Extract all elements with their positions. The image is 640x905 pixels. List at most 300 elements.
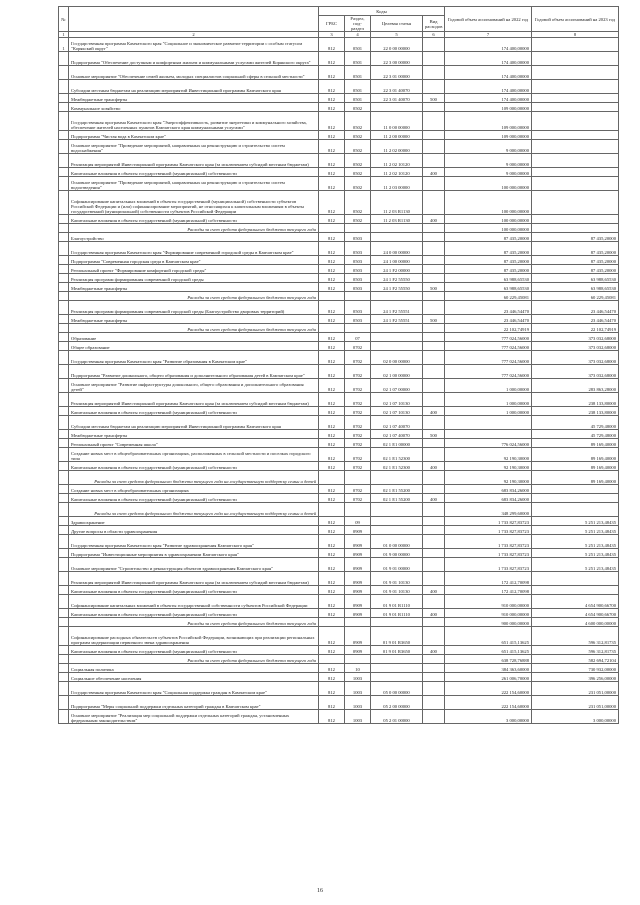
cell-g: 812 [319,379,345,393]
cell-s: 0909 [345,549,371,558]
cell-t [371,517,423,526]
cell-s: 0909 [345,558,371,572]
cell-t: 11 2 00 00000 [371,131,423,140]
cell-n [59,664,69,673]
table-row [59,710,619,724]
cell-b: 238 133,80000 [532,407,619,416]
cell-t [371,342,423,351]
cell-t [371,655,423,664]
cell-t: 11 2 03 R1130 [371,215,423,224]
cell-t: 01 9 01 10130 [371,586,423,595]
cell-g: 812 [319,448,345,462]
cell-a: 638 728,76888 [445,655,532,664]
table-row [59,430,619,439]
cell-g: 812 [319,365,345,379]
cell-name: Государственная программа Камчатского края "Социальное и экономическое развитие территории с особым статусом "Корякский округ" [69,38,319,52]
cell-t: 01 9 01 R3650 [371,646,423,655]
cell-g: 812 [319,710,345,724]
cell-b [532,112,619,131]
table-row [59,517,619,526]
cell-s: 0503 [345,242,371,256]
cell-v [423,177,445,191]
cell-a: 92 190,30000 [445,448,532,462]
cell-v: 500 [423,94,445,103]
cell-v [423,595,445,609]
cell-a: 172 412,70098 [445,586,532,595]
cell-v [423,526,445,535]
cell-s: 0702 [345,351,371,365]
cell-t: 02 1 E1 52300 [371,462,423,471]
table-row [59,549,619,558]
cell-n [59,627,69,646]
budget-table [58,6,619,724]
cell-s: 0501 [345,52,371,66]
cell-b [532,140,619,154]
cell-g: 812 [319,103,345,112]
cell-b [532,38,619,52]
cell-v: 400 [423,407,445,416]
cell-v: 400 [423,494,445,503]
cell-s: 0909 [345,609,371,618]
cell-name: Расходы за счет средств федерального бюджета текущего года [69,224,319,233]
cell-v [423,393,445,407]
table-row [59,696,619,710]
cell-a [445,416,532,430]
cell-t: 05 2 01 00000 [371,710,423,724]
cell-v: 400 [423,646,445,655]
cell-a: 174 400,00000 [445,38,532,52]
cell-t: 24 1 F2 55551 [371,301,423,315]
cell-s: 0503 [345,301,371,315]
table-row [59,351,619,365]
cell-name: Региональный проект "Современная школа" [69,439,319,448]
cell-b: 4 654 900,66700 [532,609,619,618]
cell-s: 0503 [345,315,371,324]
table-row [59,618,619,627]
cell-g: 812 [319,664,345,673]
cell-name: Образование [69,333,319,342]
cell-g: 812 [319,177,345,191]
cell-a: 92 190,30000 [445,462,532,471]
cell-a: 100 000,00000 [445,191,532,215]
cell-a: 261 006,70000 [445,673,532,682]
table-row [59,154,619,168]
cell-g: 812 [319,154,345,168]
cell-name: Коммунальное хозяйство [69,103,319,112]
cell-n [59,646,69,655]
cell-g: 812 [319,256,345,265]
cell-v [423,664,445,673]
cell-s: 0702 [345,462,371,471]
cell-b: 373 032,68000 [532,342,619,351]
cell-b: 45 729,48000 [532,430,619,439]
cell-a: 174 400,00000 [445,94,532,103]
cell-b [532,177,619,191]
cell-g: 812 [319,283,345,292]
cell-b: 87 435,20000 [532,242,619,256]
cell-b: 373 032,68000 [532,333,619,342]
table-row [59,242,619,256]
cell-n [59,416,69,430]
cell-s: 0502 [345,103,371,112]
cell-name: Социальное обеспечение населения [69,673,319,682]
cell-name: Государственная программа Камчатского края "Развитие образования в Камчатском крае" [69,351,319,365]
cell-name: Капитальные вложения в объекты государственной (муниципальной) собственности [69,407,319,416]
cell-g: 812 [319,333,345,342]
cell-b [532,586,619,595]
cell-n [59,103,69,112]
cell-n [59,696,69,710]
cell-g: 812 [319,233,345,242]
cell-s: 0909 [345,526,371,535]
cell-b: 596 312,81735 [532,646,619,655]
cell-t: 02 1 00 00000 [371,365,423,379]
cell-n [59,256,69,265]
cell-n [59,94,69,103]
cell-s [345,324,371,333]
cell-name: Подпрограмма "Развитие дошкольного, общего образования и дополнительного образования детей в Камчатском крае" [69,365,319,379]
cell-name: Основное мероприятие "Развитие инфраструктуры дошкольного, общего образования и дополнительного образования детей" [69,379,319,393]
cell-v [423,572,445,586]
cell-v [423,618,445,627]
cell-g: 812 [319,407,345,416]
col-name-header [69,7,319,32]
cell-g: 812 [319,609,345,618]
cell-v [423,342,445,351]
cell-s: 0909 [345,535,371,549]
cell-t: 22 3 01 40070 [371,94,423,103]
cell-t: 02 1 E1 52300 [371,448,423,462]
table-row [59,393,619,407]
table-row [59,646,619,655]
table-row [59,177,619,191]
cell-name: Подпрограмма "Чистая вода в Камчатском крае" [69,131,319,140]
cell-n [59,655,69,664]
cell-s: 09 [345,517,371,526]
table-row [59,485,619,494]
cell-g: 812 [319,274,345,283]
col-2023-header: Годовой объем ассигнований на 2023 год [532,7,619,32]
cell-v [423,710,445,724]
cell-t: 02 1 07 00000 [371,379,423,393]
cell-name: Расходы за счет средств федерального бюджета текущего года [69,618,319,627]
cell-t [371,471,423,485]
cell-g: 812 [319,586,345,595]
cell-s: 0702 [345,448,371,462]
table-row [59,265,619,274]
cell-a: 1 000,00000 [445,393,532,407]
table-row [59,301,619,315]
cell-b: 89 169,40000 [532,462,619,471]
budget-table-body [59,38,619,724]
cell-t: 01 9 01 R1110 [371,609,423,618]
cell-g: 812 [319,595,345,609]
cell-name: Создание новых мест в общеобразовательных организациях, расположенных в сельской местности и поселках городского типа [69,448,319,462]
cell-g: 812 [319,112,345,131]
col-section-header: Раздел, под-раздел [345,16,371,32]
table-row [59,682,619,696]
cell-name: Субсидии местным бюджетам на реализацию мероприятий Инвестиционной программы Камчатского края [69,416,319,430]
cell-s [345,471,371,485]
table-row [59,191,619,215]
cell-t: 24 1 F2 55550 [371,274,423,283]
cell-n [59,572,69,586]
cell-g: 812 [319,342,345,351]
cell-a: 109 000,00000 [445,112,532,131]
cell-v [423,274,445,283]
cell-name: Создание новых мест в общеобразовательных организациях [69,485,319,494]
cell-t [371,618,423,627]
cell-n [59,517,69,526]
cell-a: 1 733 827,83723 [445,517,532,526]
cell-t: 22 3 00 00000 [371,52,423,66]
cell-name: Капитальные вложения в объекты государственной (муниципальной) собственности [69,462,319,471]
cell-name: Подпрограмма "Обеспечение доступным и комфортным жильем и коммунальными услугами жителей Корякского округа" [69,52,319,66]
cell-v [423,655,445,664]
cell-s: 0909 [345,646,371,655]
cell-a: 172 412,70098 [445,572,532,586]
cell-a: 109 000,00000 [445,131,532,140]
cell-b: 5 251 213,48435 [532,517,619,526]
cell-v [423,535,445,549]
table-row [59,292,619,301]
cell-v [423,154,445,168]
cell-name: Капитальные вложения в объекты государственной (муниципальной) собственности [69,646,319,655]
cell-t: 11 2 02 00000 [371,140,423,154]
cell-s: 0502 [345,215,371,224]
cell-b: 5 251 213,48435 [532,558,619,572]
cell-g [319,618,345,627]
cell-s: 0502 [345,131,371,140]
cell-name: Государственная программа Камчатского края "Социальная поддержка граждан в Камчатском крае" [69,682,319,696]
cell-v [423,256,445,265]
cell-g [319,655,345,664]
cell-n [59,549,69,558]
cell-n [59,215,69,224]
cell-v [423,265,445,274]
cell-g: 812 [319,549,345,558]
cell-a: 174 400,00000 [445,80,532,94]
cell-s: 0702 [345,485,371,494]
cell-t: 24 1 00 00000 [371,256,423,265]
cell-s: 0503 [345,274,371,283]
cell-t: 22 0 00 00000 [371,38,423,52]
cell-b [532,191,619,215]
cell-n [59,710,69,724]
cell-a: 92 190,30000 [445,471,532,485]
cell-name: Межбюджетные трансферты [69,430,319,439]
cell-t: 24 0 00 00000 [371,242,423,256]
cell-t: 01 9 01 00000 [371,558,423,572]
cell-name: Софинансирование расходных обязательств субъектов Российской Федерации, возникающих при реализации региональных программ модернизации первичного звена здравоохранения [69,627,319,646]
cell-t [371,233,423,242]
cell-a: 384 363,60000 [445,664,532,673]
cell-v [423,365,445,379]
cell-s: 0501 [345,94,371,103]
table-row [59,140,619,154]
cell-name: Расходы за счет средств федерального бюджета текущего года [69,324,319,333]
cell-t [371,664,423,673]
cell-t [371,224,423,233]
cell-b: 396 256,00000 [532,673,619,682]
cell-g: 812 [319,315,345,324]
cell-name: Реализация программ формирования современной городской среды (Благоустройство дворовых территорий) [69,301,319,315]
cell-v [423,233,445,242]
cell-a: 777 024,56000 [445,351,532,365]
cell-s: 0502 [345,191,371,215]
cell-v [423,301,445,315]
cell-v [423,503,445,517]
cell-t [371,526,423,535]
cell-s: 0702 [345,379,371,393]
cell-g: 812 [319,168,345,177]
cell-a: 777 024,56000 [445,333,532,342]
cell-v [423,448,445,462]
table-row [59,215,619,224]
cell-n [59,430,69,439]
cell-s: 0501 [345,66,371,80]
cell-t: 22 3 01 00000 [371,66,423,80]
cell-name: Подпрограмма "Современная городская среда в Камчатском крае" [69,256,319,265]
cell-s: 0502 [345,177,371,191]
column-number: 6 [423,32,445,38]
table-row [59,112,619,131]
table-row [59,627,619,646]
cell-name: Софинансирование капитальных вложений в объекты государственной собственности субъектов Российской Федерации [69,595,319,609]
cell-n [59,333,69,342]
cell-t: 11 2 02 10120 [371,168,423,177]
cell-n [59,485,69,494]
cell-s: 0503 [345,283,371,292]
cell-v [423,292,445,301]
cell-n [59,324,69,333]
cell-a: 683 834,26000 [445,494,532,503]
cell-g: 812 [319,485,345,494]
cell-n [59,301,69,315]
cell-v: 500 [423,315,445,324]
col-grbs-header: ГРБС [319,16,345,32]
cell-v [423,549,445,558]
cell-b: 63 988,65530 [532,274,619,283]
cell-g: 812 [319,526,345,535]
cell-b: 87 435,20000 [532,256,619,265]
cell-t: 01 9 01 R1110 [371,595,423,609]
cell-t: 02 1 E1 55200 [371,494,423,503]
cell-s [345,503,371,517]
cell-name: Подпрограмма "Инвестиционные мероприятия в здравоохранении Камчатского края" [69,549,319,558]
cell-b [532,131,619,140]
cell-t: 02 1 07 40070 [371,430,423,439]
cell-n [59,595,69,609]
cell-s: 0909 [345,572,371,586]
col-exptype-header: Вид расходов [423,16,445,32]
cell-name: Расходы за счет средств федерального бюджета текущего года на государственную поддержку семьи и детей [69,471,319,485]
cell-name: Реализация программ формирования современной городской среды [69,274,319,283]
cell-name: Расходы за счет средств федерального бюджета текущего года на государственную поддержку семьи и детей [69,503,319,517]
cell-a: 1 000,00000 [445,379,532,393]
cell-name: Капитальные вложения в объекты государственной (муниципальной) собственности [69,168,319,177]
cell-n [59,191,69,215]
table-row [59,233,619,242]
cell-g [319,471,345,485]
cell-name: Межбюджетные трансферты [69,315,319,324]
cell-t: 24 1 F2 00000 [371,265,423,274]
col-num-header: № [59,7,69,32]
cell-a: 87 435,20000 [445,265,532,274]
cell-n [59,439,69,448]
cell-t: 01 9 00 00000 [371,549,423,558]
cell-g: 812 [319,80,345,94]
cell-b: 23 446,54470 [532,301,619,315]
table-row [59,503,619,517]
column-number: 1 [59,32,69,38]
cell-n [59,526,69,535]
cell-s: 0503 [345,256,371,265]
cell-t: 11 2 02 10120 [371,154,423,168]
cell-a: 777 024,56000 [445,342,532,351]
table-row [59,365,619,379]
cell-b [532,80,619,94]
table-row [59,664,619,673]
cell-t: 02 1 E1 00000 [371,439,423,448]
table-row [59,315,619,324]
cell-a: 109 000,00000 [445,103,532,112]
cell-v [423,416,445,430]
cell-b: 45 729,48000 [532,416,619,430]
cell-t: 11 2 03 R1130 [371,191,423,215]
cell-a: 100 000,00000 [445,224,532,233]
table-row [59,52,619,66]
cell-v: 500 [423,430,445,439]
cell-b: 582 694,72104 [532,655,619,664]
cell-s: 0702 [345,439,371,448]
column-number: 8 [532,32,619,38]
cell-v [423,379,445,393]
cell-name: Государственная программа Камчатского края "Энергоэффективность, развитие энергетики и коммунального хозяйства, обеспечение жителей населенных пунктов Камчатского края коммунальными услугами" [69,112,319,131]
cell-g: 812 [319,439,345,448]
cell-g: 812 [319,242,345,256]
table-row [59,407,619,416]
cell-a: 1 733 827,83723 [445,549,532,558]
cell-a: 910 000,00000 [445,595,532,609]
cell-b: 4 600 000,00000 [532,618,619,627]
cell-g: 812 [319,393,345,407]
cell-name: Государственная программа Камчатского края "Формирование современной городской среды в Камчатском крае" [69,242,319,256]
cell-b: 87 435,20000 [532,233,619,242]
cell-g: 812 [319,494,345,503]
cell-name: Основное мероприятие "Проведение мероприятий, направленных на реконструкцию и строительство систем водоотведения" [69,177,319,191]
cell-v [423,191,445,215]
cell-a: 87 435,20000 [445,242,532,256]
column-number: 5 [371,32,423,38]
cell-name: Расходы за счет средств федерального бюджета текущего года [69,292,319,301]
cell-b: 63 988,65530 [532,283,619,292]
cell-g: 812 [319,430,345,439]
cell-a [445,430,532,439]
col-target-header: Целевая статья [371,16,423,32]
cell-b [532,154,619,168]
cell-n [59,342,69,351]
cell-b: 238 133,80000 [532,393,619,407]
cell-v: 400 [423,215,445,224]
cell-s [345,618,371,627]
table-row [59,94,619,103]
cell-s: 0909 [345,586,371,595]
cell-a: 1 733 827,83723 [445,526,532,535]
cell-v [423,485,445,494]
cell-n [59,407,69,416]
cell-t [371,333,423,342]
